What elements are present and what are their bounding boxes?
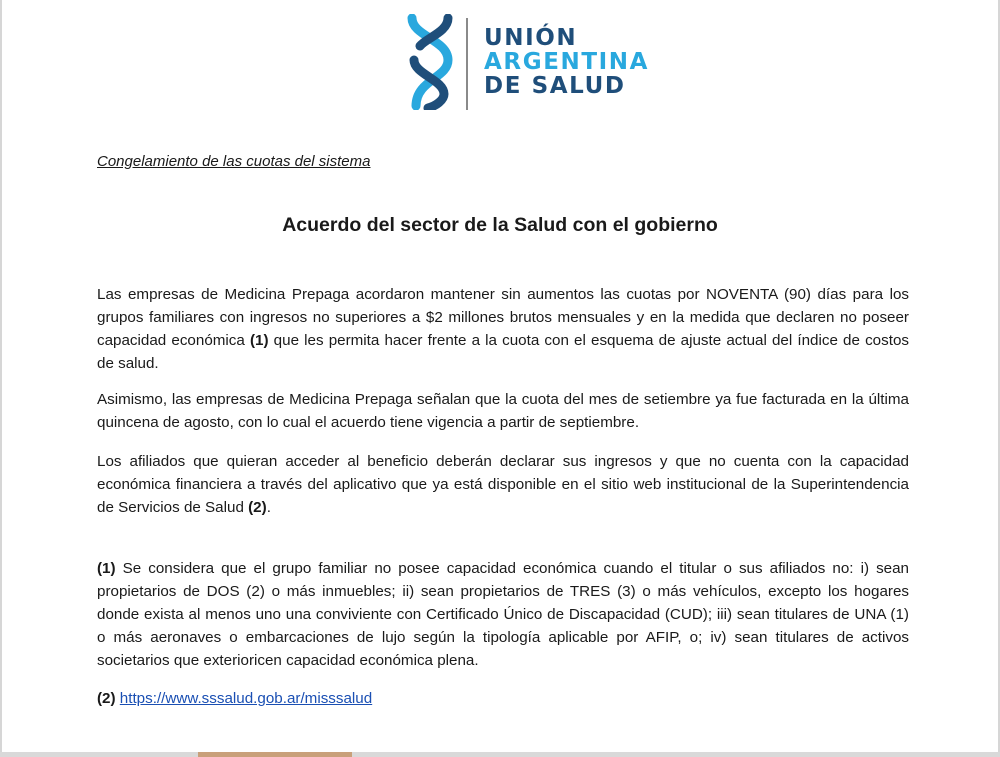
paragraph-1-text-a: Las empresas de Medicina Prepaga acordaron mantener sin aumentos las cuotas por NOVENTA (90) días para los grupos familiares con ingresos no superiores a $2 millones brutos mensuales y en la medida que declaren no poseer capacidad económica: [97, 286, 909, 349]
paragraph-1-text-b: que les permita hacer frente a la cuota con el esquema de ajuste actual del índice de costos de salud.: [97, 332, 909, 372]
page-bottom-mark: [198, 752, 352, 757]
paragraph-3-text-b: .: [266, 499, 271, 516]
paragraph-3: [97, 450, 909, 519]
paragraph-3-ref: (2): [248, 499, 267, 516]
footnote-2: [97, 687, 909, 710]
page-bottom-bar: [0, 752, 1000, 757]
logo-line-1: UNIÓN: [484, 25, 578, 51]
union-argentina-de-salud-logo: [400, 12, 660, 112]
paragraph-1-ref: (1): [249, 332, 269, 349]
paragraph-2: Asimismo, las empresas de Medicina Prepaga señalan que la cuota del mes de setiembre ya fue facturada en la última quincena de agosto, con lo cual el acuerdo tiene vigencia a partir de septiembre.: [97, 391, 909, 431]
logo-line-3: DE SALUD: [484, 73, 626, 99]
footnote-2-ref: (2): [97, 690, 116, 707]
section-title: Congelamiento de las cuotas del sistema: [97, 153, 371, 170]
footnote-1-ref: (1): [97, 560, 116, 577]
logo-divider: [466, 18, 468, 110]
logo-wordmark: [484, 26, 649, 98]
paragraph-1: [97, 283, 909, 375]
dna-helix-icon: [406, 14, 454, 110]
misssalud-link[interactable]: https://www.sssalud.gob.ar/misssalud: [119, 690, 373, 707]
footnote-1: [97, 557, 909, 672]
footnote-1-text: Se considera que el grupo familiar no posee capacidad económica cuando el titular o sus afiliados no: i) sean propietarios de DOS (2) o más inmuebles; ii) sean propietarios de TRES (3) o más vehículos, excepto los hogares donde exista al menos uno una conviviente con Certificado Único de Discapacidad (CUD); iii) sean titulares de UNA (1) o más aeronaves o embarcaciones de lujo según la tipología aplicable por AFIP, o; iv) sean titulares de activos societarios que exterioricen capacidad económica plena.: [97, 560, 909, 669]
logo-line-2: ARGENTINA: [484, 49, 650, 75]
paragraph-3-text-a: Los afiliados que quieran acceder al beneficio deberán declarar sus ingresos y que no cuenta con la capacidad económica financiera a través del aplicativo que ya está disponible en el sitio web institucional de la Superintendencia de Servicios de Salud: [97, 453, 909, 516]
document-title: Acuerdo del sector de la Salud con el gobierno: [282, 214, 718, 236]
page-edge-left: [0, 0, 2, 757]
